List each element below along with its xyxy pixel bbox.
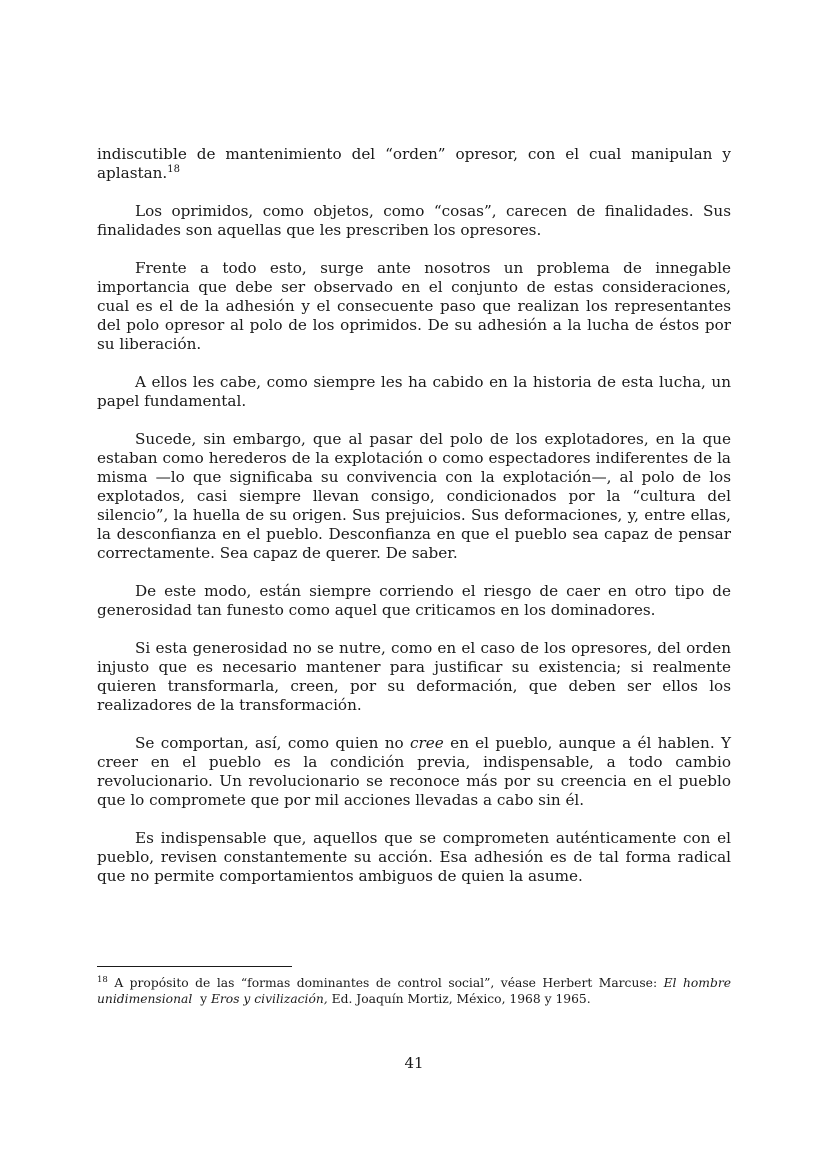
paragraph-4: A ellos les cabe, como siempre les ha cabido en la historia de esta lucha, un papel fundamental. — [97, 373, 731, 410]
page-number: 41 — [404, 1054, 424, 1072]
paragraph-7: Si esta generosidad no se nutre, como en el caso de los opresores, del orden injusto que es necesario mantener para justificar su existencia; si realmente quieren transformarla, creen, por su deformación, que deben ser ellos los realizadores de la transformación. — [97, 639, 731, 714]
footnote-reference[interactable]: 18 — [167, 163, 180, 175]
footnote-text-after: Ed. Joaquín Mortiz, México, 1968 y 1965. — [327, 992, 591, 1006]
footnote-connector: y — [192, 992, 211, 1006]
paragraph-5: Sucede, sin embargo, que al pasar del polo de los explotadores, en la que estaban como herederos de la explotación o como espectadores indiferentes de la misma —lo que significaba su convivencia con la explotación—, al polo de los explotados, casi siempre llevan consigo, condicionados por la “cultura del silencio”, la huella de su origen. Sus prejuicios. Sus deformaciones, y, entre ellas, la desconfianza en el pueblo. Desconfianza en que el pueblo sea capaz de pensar correctamente. Sea capaz de querer. De saber. — [97, 430, 731, 562]
footnote-text-before: A propósito de las “formas dominantes de control social”, véase Herbert Marcuse: — [107, 976, 664, 990]
paragraph-6: De este modo, están siempre corriendo el riesgo de caer en otro tipo de generosidad tan funesto como aquel que criticamos en los dominadores. — [97, 582, 731, 619]
paragraph-3: Frente a todo esto, surge ante nosotros un problema de innegable importancia que debe ser observado en el conjunto de estas consideraciones, cual es el de la adhesión y el consecuente paso que realizan los representantes del polo opresor al polo de los oprimidos. De su adhesión a la lucha de éstos por su liberación. — [97, 259, 731, 353]
paragraph-8-emphasis: cree — [410, 734, 444, 752]
paragraph-8-text-after: en el pueblo, aunque a él hablen. Y creer en el pueblo es la condición previa, indispensable, a todo cambio revolucionario. Un revolucionario se reconoce más por su creencia en el pueblo que lo compromete que por mil acciones llevadas a cabo sin él. — [97, 734, 731, 809]
paragraph-1 — [97, 145, 731, 183]
page-body — [97, 145, 731, 905]
footnote-divider — [97, 966, 292, 967]
paragraph-1-text: indiscutible de mantenimiento del “orden” opresor, con el cual manipulan y aplastan. — [97, 145, 731, 182]
footnote-title-1: El hombre unidimensional — [97, 976, 731, 1006]
paragraph-8-text-before: Se comportan, así, como quien no — [135, 734, 411, 752]
paragraph-8 — [97, 734, 731, 810]
paragraph-2: Los oprimidos, como objetos, como “cosas”, carecen de finalidades. Sus finalidades son aquellas que les prescriben los opresores. — [97, 202, 731, 239]
paragraph-9: Es indispensable que, aquellos que se comprometen auténticamente con el pueblo, revisen constantemente su acción. Esa adhesión es de tal forma radical que no permite comportamientos ambiguos de quien la asume. — [97, 829, 731, 885]
footnote-title-2: Eros y civilización, — [210, 992, 328, 1006]
footnote-number: 18 — [97, 974, 108, 985]
footnote — [97, 975, 731, 1007]
